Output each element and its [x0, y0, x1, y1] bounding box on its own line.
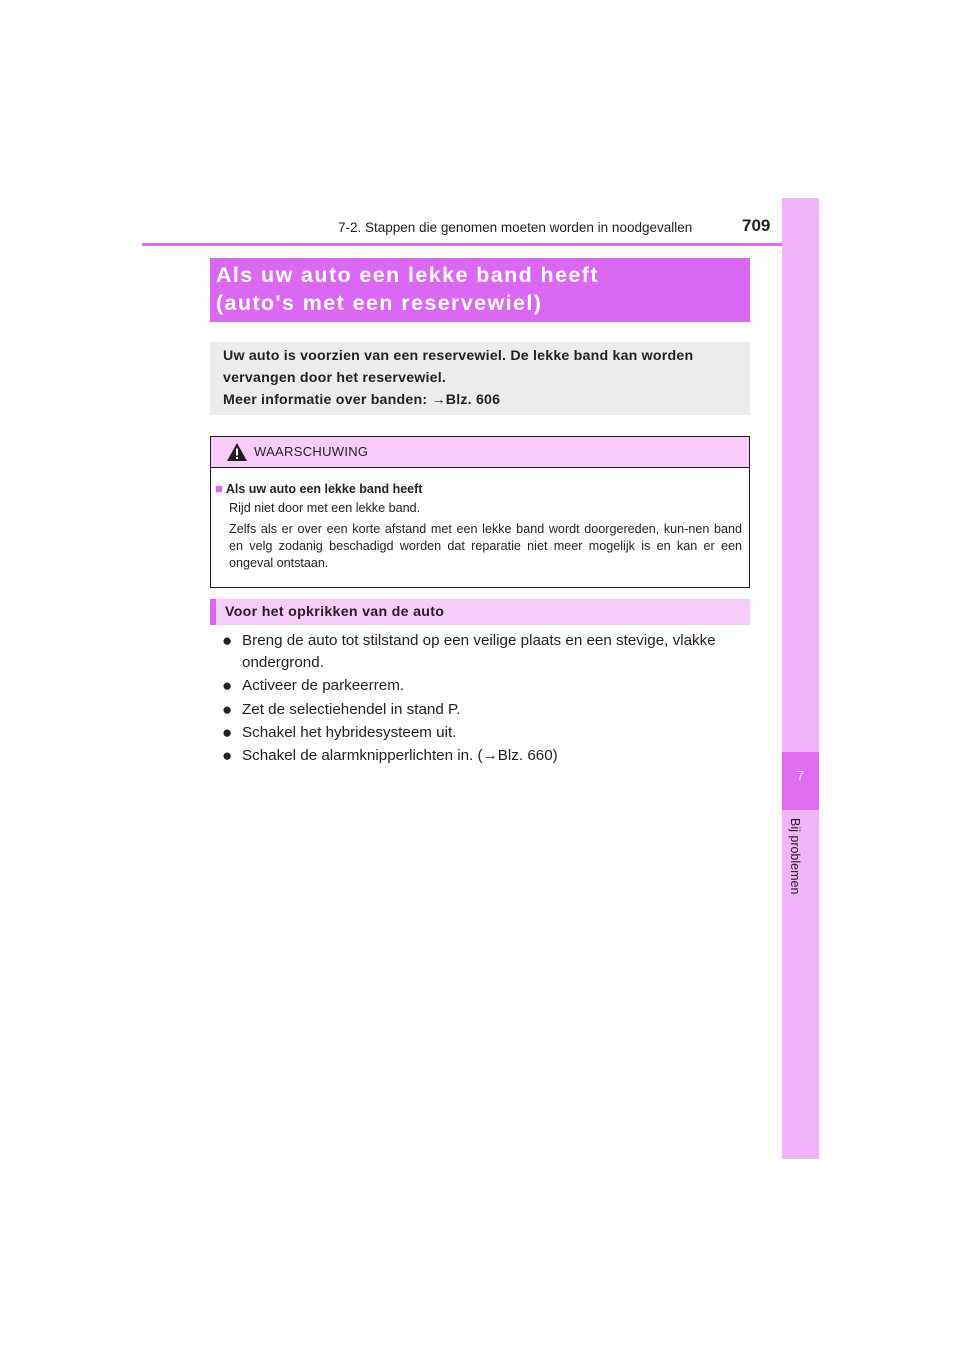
- bullet-list: [222, 630, 750, 768]
- list-item: ● Schakel het hybridesysteem uit.: [222, 722, 457, 742]
- intro-line-2: vervangen door het reservewiel.: [223, 370, 447, 386]
- warning-triangle-icon: [226, 442, 248, 462]
- bullet-dot-icon: ●: [222, 699, 233, 719]
- list-item: ● Breng de auto tot stilstand op een veilige plaats en een stevige, vlakke ondergrond.: [222, 631, 716, 671]
- list-item: ● Schakel de alarmknipperlichten in. (→Blz. 660): [222, 746, 558, 766]
- bullet-dot-icon: ●: [222, 631, 233, 650]
- header-rule: [142, 243, 818, 246]
- list-item: ● Zet de selectiehendel in stand P.: [222, 699, 461, 719]
- intro-line-1: Uw auto is voorzien van een reservewiel. De lekke band kan worden: [223, 348, 694, 364]
- bullet-dot-icon: ●: [222, 676, 233, 696]
- bullet-dot-icon: ●: [222, 746, 233, 766]
- intro-line-3: Meer informatie over banden: →Blz. 606: [223, 392, 501, 408]
- warning-text-1: Rijd niet door met een lekke band.: [229, 501, 421, 515]
- warning-heading-marker: ■: [215, 481, 223, 496]
- bullet-dot-icon: ●: [222, 722, 233, 742]
- warning-heading-text: Als uw auto een lekke band heeft: [225, 482, 423, 496]
- chapter-number: 7: [796, 768, 805, 783]
- subsection-title-text: Voor het opkrikken van de auto: [225, 604, 445, 620]
- warning-label: WAARSCHUWING: [254, 444, 369, 459]
- chapter-label: Bij problemen: [788, 818, 802, 895]
- warning-box: [210, 436, 750, 588]
- chapter-side-tab: [782, 198, 819, 1159]
- running-header: 7-2. Stappen die genomen moeten worden in noodgevallen: [338, 220, 693, 235]
- warning-heading: [215, 481, 422, 496]
- section-title-line-2: (auto's met een reservewiel): [216, 291, 543, 315]
- page-number: 709: [742, 216, 771, 235]
- list-item: ● Activeer de parkeerrem.: [222, 676, 405, 696]
- warning-text-2: Zelfs als er over een korte afstand met een lekke band wordt doorgereden, kun-nen band en velg zodanig beschadigd worden dat reparatie niet meer mogelijk is en kan er een ongeval ontstaan.: [229, 522, 742, 570]
- warning-header: [211, 437, 749, 468]
- subsection-title: [210, 599, 750, 625]
- intro-box: [210, 342, 750, 415]
- section-title: [210, 258, 750, 322]
- section-title-line-1: Als uw auto een lekke band heeft: [216, 263, 599, 287]
